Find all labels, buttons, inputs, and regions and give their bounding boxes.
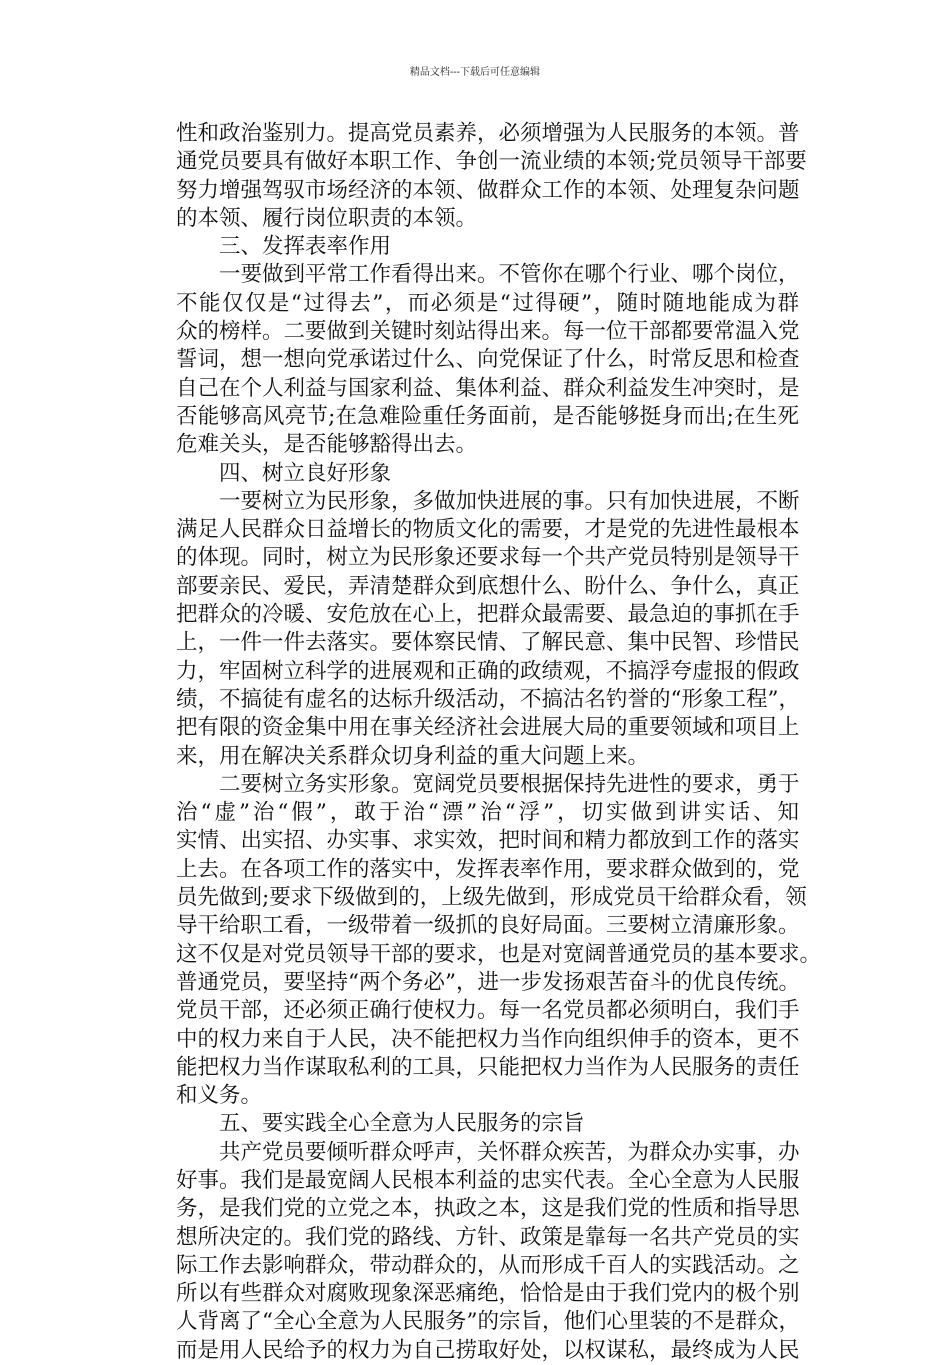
- text-line: 中的权力来自于人民，决不能把权力当作向组织伸手的资本，更不: [176, 1026, 800, 1052]
- text-line: 众的榜样。二要做到关键时刻站得出来。每一位干部都要常温入党: [176, 319, 800, 345]
- text-line: 性和政治鉴别力。提高党员素养，必须增强为人民服务的本领。普: [176, 121, 800, 146]
- text-line: 不能仅仅是“过得去”，而必须是“过得硬”，随时随地能成为群: [176, 290, 799, 316]
- document-body: [176, 120, 822, 1365]
- text-line: 想所决定的。我们党的路线、方针、政策是靠每一名共产党员的实: [176, 1224, 800, 1250]
- text-line: 和义务。: [176, 1083, 263, 1109]
- text-line: 绩，不搞徒有虚名的达标升级活动，不搞沽名钓誉的“形象工程”，: [176, 686, 800, 712]
- text-line: 努力增强驾驭市场经济的本领、做群众工作的本领、处理复杂问题: [176, 177, 800, 203]
- text-line: 党员干部，还必须正确行使权力。每一名党员都必须明白，我们手: [176, 998, 800, 1024]
- text-line: 好事。我们是最宽阔人民根本利益的忠实代表。全心全意为人民服: [176, 1167, 800, 1193]
- text-line: 所以有些群众对腐败现象深恶痛绝，恰恰是由于我们党内的极个别: [176, 1281, 800, 1307]
- text-line: 的本领、履行岗位职责的本领。: [176, 205, 478, 231]
- text-line: 把群众的冷暖、安危放在心上，把群众最需要、最急迫的事抓在手: [176, 602, 800, 628]
- text-line: 上，一件一件去落实。要体察民情、了解民意、集中民智、珍惜民: [176, 630, 800, 656]
- text-line: 来，用在解决关系群众切身利益的重大问题上来。: [176, 743, 650, 769]
- text-line: 的体现。同时，树立为民形象还要求每一个共产党员特别是领导干: [176, 545, 800, 571]
- text-line: 通党员要具有做好本职工作、争创一流业绩的本领;党员领导干部要: [176, 149, 807, 175]
- text-line: 能把权力当作谋取私利的工具，只能把权力当作为人民服务的责任: [176, 1054, 800, 1080]
- text-line: 导干给职工看，一级带着一级抓的良好局面。三要树立清廉形象。: [176, 913, 800, 939]
- text-line: 而是用人民给予的权力为自己捞取好处，以权谋私，最终成为人民: [176, 1337, 800, 1363]
- text-line: 一要做到平常工作看得出来。不管你在哪个行业、哪个岗位，: [219, 262, 800, 288]
- text-line: 实情、出实招、办实事、求实效，把时间和精力都放到工作的落实: [176, 828, 800, 854]
- section-heading: 五、要实践全心全意为人民服务的宗旨: [219, 1111, 585, 1137]
- text-line: 共产党员要倾听群众呼声，关怀群众疾苦，为群众办实事，办: [219, 1139, 800, 1165]
- text-line: 治“虚”治“假”，敢于治“漂”治“浮”，切实做到讲实话、知: [176, 800, 799, 826]
- page-header: 精品文档---下载后可任意编辑: [409, 67, 541, 78]
- text-line: 上去。在各项工作的落实中，发挥表率作用，要求群众做到的，党: [176, 856, 800, 882]
- text-line: 自己在个人利益与国家利益、集体利益、群众利益发生冲突时，是: [176, 375, 800, 401]
- text-line: 力，牢固树立科学的进展观和正确的政绩观，不搞浮夸虚报的假政: [176, 658, 800, 684]
- text-line: 务，是我们党的立党之本，执政之本，这是我们党的性质和指导思: [176, 1196, 800, 1222]
- text-line: 这不仅是对党员领导干部的要求，也是对宽阔普通党员的基本要求。: [176, 941, 822, 967]
- section-heading: 四、树立良好形象: [219, 460, 392, 486]
- text-line: 二要树立务实形象。宽阔党员要根据保持先进性的要求，勇于: [219, 771, 800, 797]
- text-line: 危难关头，是否能够豁得出去。: [176, 432, 478, 458]
- text-line: 际工作去影响群众，带动群众的，从而形成千百人的实践活动。之: [176, 1252, 800, 1278]
- text-line: 员先做到;要求下级做到的，上级先做到，形成党员干给群众看，领: [176, 885, 807, 911]
- section-heading: 三、发挥表率作用: [219, 234, 392, 260]
- text-line: 普通党员，要坚持“两个务必”，进一步发扬艰苦奋斗的优良传统。: [176, 969, 800, 995]
- text-line: 誓词，想一想向党承诺过什么、向党保证了什么，时常反思和检查: [176, 347, 800, 373]
- text-line: 把有限的资金集中用在事关经济社会进展大局的重要领域和项目上: [176, 715, 800, 741]
- text-line: 部要亲民、爱民，弄清楚群众到底想什么、盼什么、争什么，真正: [176, 573, 800, 599]
- text-line: 一要树立为民形象，多做加快进展的事。只有加快进展，不断: [219, 488, 800, 514]
- text-line: 满足人民群众日益增长的物质文化的需要，才是党的先进性最根本: [176, 517, 800, 543]
- text-line: 人背离了“全心全意为人民服务”的宗旨，他们心里装的不是群众，: [176, 1309, 800, 1335]
- text-line: 否能够高风亮节;在急难险重任务面前，是否能够挺身而出;在生死: [176, 403, 799, 429]
